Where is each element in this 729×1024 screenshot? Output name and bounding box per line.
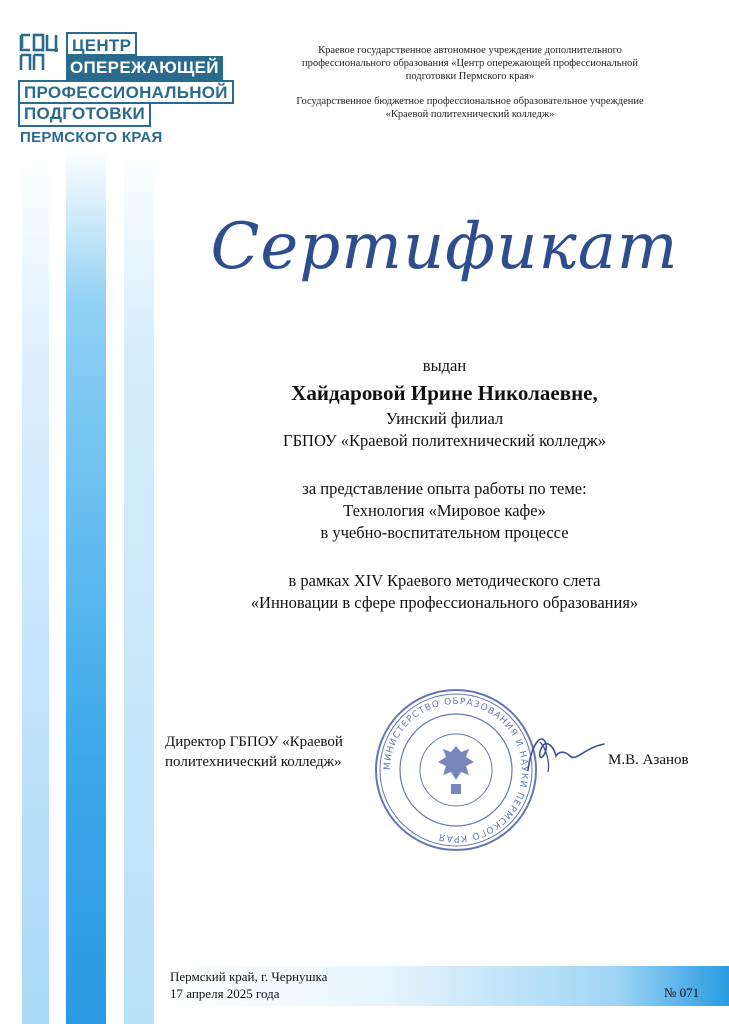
logo-text-line: ПЕРМСКОГО КРАЯ — [20, 129, 163, 146]
logo-text-line: ОПЕРЕЖАЮЩЕЙ — [66, 56, 223, 80]
logo-text-line: ПОДГОТОВКИ — [18, 103, 151, 127]
issuer-line: Государственное бюджетное профессиональное образовательное учреждение — [296, 96, 644, 107]
award-topic — [160, 478, 729, 544]
logo-text-line: ЦЕНТР — [66, 32, 137, 56]
topic-line: Технология «Мировое кафе» — [343, 501, 546, 520]
official-seal-icon — [372, 686, 540, 854]
signatory-position — [165, 732, 365, 772]
copp-logo — [18, 30, 240, 146]
issuer-line: Краевое государственное автономное учреждение дополнительного — [318, 45, 622, 56]
decor-stripe-3 — [124, 148, 154, 1024]
footer-place: Пермский край, г. Чернушка — [170, 969, 328, 984]
organization-line: Уинский филиал — [385, 409, 504, 428]
issued-label: выдан — [422, 356, 467, 375]
decor-stripe-1 — [22, 148, 49, 1024]
issuer-header — [255, 44, 685, 121]
signatory-name: М.В. Азанов — [608, 752, 689, 768]
position-line: Директор ГБПОУ «Краевой — [165, 734, 343, 750]
issuer-line: подготовки Пермского края» — [405, 71, 535, 82]
recipient-organization — [160, 408, 729, 452]
certificate-title: Сертификат — [210, 210, 679, 284]
event-description — [160, 570, 729, 614]
seal-text: МИНИСТЕРСТВО ОБРАЗОВАНИЯ И НАУКИ ПЕРМСКОГО КРАЯ — [382, 696, 530, 844]
topic-line: за представление опыта работы по теме: — [302, 479, 587, 498]
event-line: в рамках XIV Краевого методического слета — [288, 571, 601, 590]
handwritten-signature-icon — [520, 722, 610, 782]
event-line: «Инновации в сфере профессионального образования» — [250, 593, 639, 612]
footer-place-date — [170, 968, 327, 1002]
decor-stripe-2 — [66, 148, 106, 1024]
certificate-number: № 071 — [664, 985, 700, 1000]
copp-logo-mark-icon — [18, 32, 62, 74]
issuer-line: «Краевой политехнический колледж» — [385, 109, 555, 120]
position-line: политехнический колледж» — [165, 754, 342, 770]
issuer-line: профессионального образования «Центр опережающей профессиональной — [301, 58, 639, 69]
logo-text-line: ПРОФЕССИОНАЛЬНОЙ — [18, 80, 234, 104]
topic-line: в учебно-воспитательном процессе — [320, 523, 569, 542]
organization-line: ГБПОУ «Краевой политехнический колледж» — [283, 431, 606, 450]
footer-date: 17 апреля 2025 года — [170, 986, 280, 1001]
recipient-name: Хайдаровой Ирине Николаевне, — [291, 381, 598, 405]
